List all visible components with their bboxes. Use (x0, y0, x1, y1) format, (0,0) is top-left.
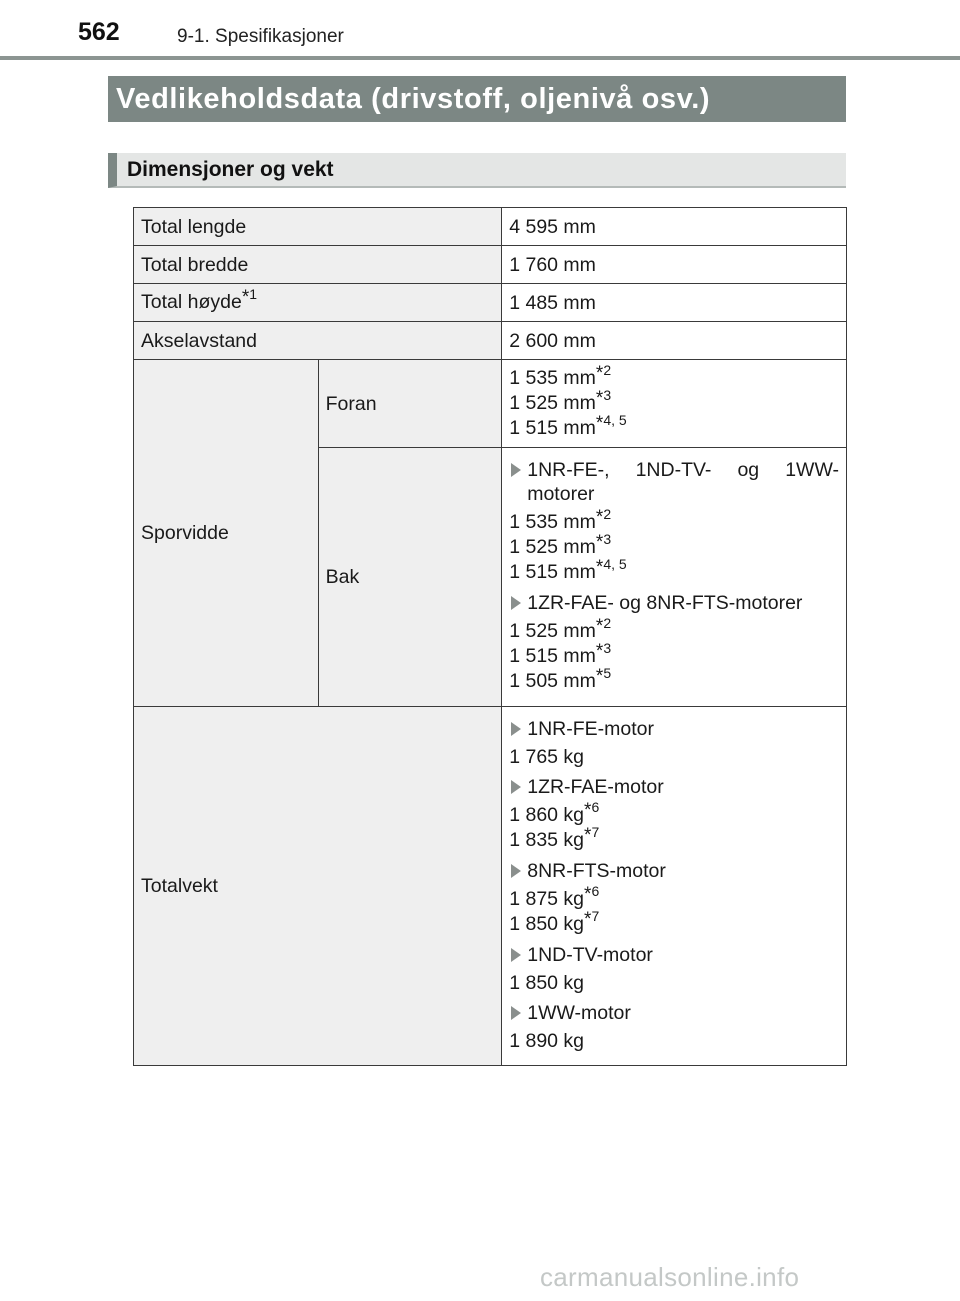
footnote-number: 3 (603, 531, 612, 547)
footnote-asterisk: * (595, 557, 604, 578)
value-text: 1 525 mm (509, 392, 596, 414)
footnote-asterisk: * (595, 507, 604, 528)
footnote-asterisk: * (584, 884, 592, 905)
value-line (509, 745, 839, 769)
value-line (509, 640, 839, 669)
value-text: 1 505 mm (509, 670, 596, 692)
totalvekt-values (502, 707, 847, 1066)
value-line (509, 412, 839, 441)
bak-values (502, 448, 847, 707)
engine-label: 1ZR-FAE- og 8NR-FTS-motorer (527, 592, 803, 614)
footnote-asterisk: * (595, 363, 604, 384)
footnote-number: 6 (591, 883, 600, 899)
row-value: 1 485 mm (502, 284, 847, 322)
triangle-bullet-icon (511, 780, 521, 794)
page-number: 562 (78, 18, 120, 46)
footnote-asterisk: * (584, 800, 592, 821)
value-group (509, 883, 839, 937)
footnote-number: 3 (603, 387, 612, 403)
sub-heading: Dimensjoner og vekt (108, 153, 846, 188)
row-value: 4 595 mm (502, 208, 847, 246)
value-text: 1 535 mm (509, 367, 596, 389)
value-group (509, 615, 839, 694)
value-line (509, 362, 839, 391)
footnote-number: 6 (591, 799, 600, 815)
engine-label: 8NR-FTS-motor (527, 860, 666, 882)
foran-label: Foran (318, 360, 502, 448)
triangle-bullet-icon (511, 463, 521, 477)
engine-bullet (509, 775, 839, 799)
value-group (509, 1029, 839, 1053)
footnote-number: 7 (591, 824, 600, 840)
value-text: 1 875 kg (509, 888, 585, 910)
section-title: 9-1. Spesifikasjoner (177, 26, 344, 47)
dimensions-table (133, 207, 847, 1066)
value-text: 1 850 kg (509, 913, 585, 935)
table-row (134, 246, 847, 284)
value-text: 1 850 kg (509, 972, 585, 994)
row-label (134, 284, 502, 322)
row-value: 1 760 mm (502, 246, 847, 284)
value-group (509, 971, 839, 995)
value-text: 1 835 kg (509, 829, 585, 851)
foran-values (502, 360, 847, 448)
footnote-asterisk: * (595, 666, 604, 687)
engine-bullet (509, 591, 839, 615)
value-list (509, 448, 839, 706)
value-text: 1 515 mm (509, 645, 596, 667)
value-text: 1 860 kg (509, 804, 585, 826)
value-line (509, 531, 839, 560)
footnote-number: 2 (603, 362, 612, 378)
value-line (509, 799, 839, 828)
value-text: 1 525 mm (509, 620, 596, 642)
value-text: 1 525 mm (509, 536, 596, 558)
value-line (509, 908, 839, 937)
engine-bullet (509, 717, 839, 741)
value-list (509, 707, 839, 1065)
value-list (509, 360, 839, 447)
footnote-asterisk: * (584, 825, 592, 846)
value-group (509, 799, 839, 853)
engine-label: 1NR-FE-motor (527, 718, 654, 740)
footnote-asterisk: * (241, 287, 250, 308)
footnote-number: 5 (603, 665, 612, 681)
row-value: 2 600 mm (502, 322, 847, 360)
value-line (509, 665, 839, 694)
value-line (509, 556, 839, 585)
table-row (134, 208, 847, 246)
bak-label: Bak (318, 448, 502, 707)
value-text: 1 515 mm (509, 417, 596, 439)
engine-bullet (509, 458, 839, 506)
engine-bullet (509, 859, 839, 883)
footnote-asterisk: * (595, 413, 604, 434)
value-line (509, 506, 839, 535)
main-heading: Vedlikeholdsdata (drivstoff, oljenivå osv.) (108, 76, 846, 122)
header-divider (0, 56, 960, 60)
table-row (134, 284, 847, 322)
footnote-number: 2 (603, 506, 612, 522)
sporvidde-label: Sporvidde (134, 360, 319, 707)
value-line (509, 387, 839, 416)
table-row (134, 322, 847, 360)
value-line (509, 824, 839, 853)
footnote-number: 4, 5 (603, 556, 627, 572)
value-group (509, 506, 839, 585)
table-row (134, 360, 847, 448)
footer-watermark: carmanualsonline.info (540, 1262, 800, 1292)
footnote-asterisk: * (584, 909, 592, 930)
footnote-number: 3 (603, 640, 612, 656)
engine-bullet (509, 943, 839, 967)
value-line (509, 971, 839, 995)
engine-label: 1WW-motor (527, 1002, 631, 1024)
footnote-number: 2 (603, 615, 612, 631)
engine-label: 1ZR-FAE-motor (527, 776, 664, 798)
value-text: 1 515 mm (509, 561, 596, 583)
triangle-bullet-icon (511, 1006, 521, 1020)
footnote-asterisk: * (595, 641, 604, 662)
row-label: Total lengde (134, 208, 502, 246)
footnote-asterisk: * (595, 388, 604, 409)
engine-label: 1NR-FE-, 1ND-TV- og 1WW-motorer (527, 459, 839, 505)
footnote-asterisk: * (595, 616, 604, 637)
value-line (509, 1029, 839, 1053)
value-text: 1 535 mm (509, 511, 596, 533)
footnote-number: 1 (249, 286, 258, 302)
page-header (0, 0, 960, 60)
triangle-bullet-icon (511, 948, 521, 962)
value-line (509, 883, 839, 912)
triangle-bullet-icon (511, 864, 521, 878)
footnote-asterisk: * (595, 532, 604, 553)
value-group (509, 745, 839, 769)
triangle-bullet-icon (511, 722, 521, 736)
engine-bullet (509, 1001, 839, 1025)
triangle-bullet-icon (511, 596, 521, 610)
footnote-number: 4, 5 (603, 412, 627, 428)
engine-label: 1ND-TV-motor (527, 944, 653, 966)
value-text: 1 890 kg (509, 1030, 585, 1052)
table-row (134, 707, 847, 1066)
footnote-number: 7 (591, 908, 600, 924)
value-text: 1 765 kg (509, 746, 585, 768)
row-label: Total bredde (134, 246, 502, 284)
value-line (509, 615, 839, 644)
row-label: Akselavstand (134, 322, 502, 360)
totalvekt-label: Totalvekt (134, 707, 502, 1066)
row-label-text: Total høyde (141, 291, 242, 313)
